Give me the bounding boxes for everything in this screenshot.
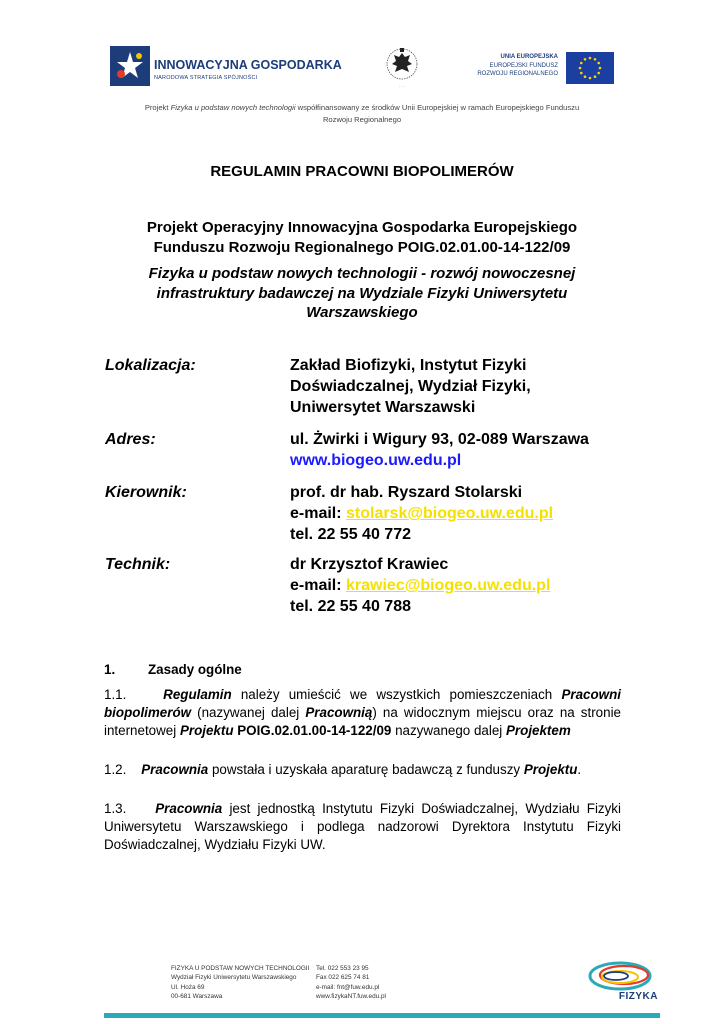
section-number: 1.: [104, 662, 116, 677]
p11-d: (nazywanej dalej: [191, 704, 306, 720]
p11-i: nazywanego dalej: [391, 722, 506, 738]
address-web-link[interactable]: www.biogeo.uw.edu.pl: [290, 452, 462, 469]
p11-h: POIG.02.01.00-14-122/09: [233, 722, 392, 738]
funding-line2: Rozwoju Regionalnego: [322, 115, 402, 124]
footer-address: [171, 964, 309, 1002]
project-subtitle: [86, 264, 638, 323]
project-title-line2: Funduszu Rozwoju Regionalnego POIG.02.01.00-14-122/09: [153, 238, 571, 256]
location-label: Lokalizacja:: [105, 357, 196, 374]
footer-right-line3: e-mail: fnt@fuw.edu.pl: [316, 983, 380, 991]
eu-text-line1: UNIA EUROPEJSKA: [500, 54, 558, 60]
p13-num: 1.3.: [104, 801, 127, 816]
p13-a: Pracownia: [155, 801, 223, 816]
eu-text-line2: EUROPEJSKI FUNDUSZ: [489, 62, 558, 69]
p11-num: 1.1.: [104, 687, 127, 702]
ig-title: INNOWACYJNA GOSPODARKA: [154, 58, 342, 72]
manager-email-row: [290, 503, 553, 524]
fizyka-swirl-icon: [586, 958, 660, 994]
technician-name: dr Krzysztof Krawiec: [290, 556, 449, 573]
p11-e: Pracownią: [305, 704, 373, 720]
p12-a: Pracownia: [141, 762, 209, 777]
funding-prefix: Projekt: [144, 103, 171, 112]
p11-b: należy umieścić we wszystkich pomieszczeniach: [231, 687, 562, 702]
location-line2: Doświadczalnej, Wydział Fizyki,: [290, 378, 531, 395]
p12-num: 1.2.: [104, 762, 127, 777]
address-value: [290, 429, 589, 471]
location-value: [290, 355, 531, 418]
project-subtitle-line2: infrastruktury badawczej na Wydziale Fizyki Uniwersytetu: [156, 284, 568, 302]
university-emblem-logo: [384, 44, 420, 90]
p12-d: .: [577, 762, 582, 777]
manager-value: [290, 482, 553, 545]
p12-b: powstała i uzyskała aparaturę badawczą z funduszy: [208, 762, 524, 777]
svg-text:· · ·: · · ·: [399, 85, 405, 89]
project-title: [60, 218, 664, 257]
project-subtitle-line3: Warszawskiego: [306, 304, 418, 321]
footer-right-line2: Fax 022 625 74 81: [316, 974, 370, 982]
address-label: Adres:: [105, 431, 156, 448]
eu-text-line3: ROZWOJU REGIONALNEGO: [477, 71, 558, 77]
footer-contact: [316, 964, 386, 1002]
p11-a: Regulamin: [163, 687, 232, 702]
project-title-line1: Projekt Operacyjny Innowacyjna Gospodarka Europejskiego: [146, 219, 578, 236]
technician-email-label: e-mail:: [290, 577, 347, 594]
university-emblem-icon: [384, 44, 420, 90]
manager-label: Kierownik:: [105, 484, 187, 501]
technician-value: [290, 554, 550, 617]
technician-tel: tel. 22 55 40 788: [290, 598, 411, 615]
technician-email-link[interactable]: krawiec@biogeo.uw.edu.pl: [346, 577, 551, 594]
innowacyjna-gospodarka-logo: [110, 46, 342, 88]
footer-bar: [104, 1013, 660, 1018]
eu-text: [477, 53, 558, 79]
location-line1: Zakład Biofizyki, Instytut Fizyki: [290, 357, 527, 374]
paragraph-1-3: [104, 800, 621, 853]
address-line1: ul. Żwirki i Wigury 93, 02-089 Warszawa: [290, 431, 589, 448]
document-title: REGULAMIN PRACOWNI BIOPOLIMERÓW: [210, 163, 514, 180]
technician-label: Technik:: [105, 556, 171, 573]
funding-project: Fizyka u podstaw nowych technologii: [170, 103, 296, 112]
footer-left-line2: Wydział Fizyki Uniwersytetu Warszawskiego: [171, 974, 297, 982]
footer-left-line4: 00-681 Warszawa: [171, 993, 223, 1001]
p13-b: jest jednostką Instytutu Fizyki Doświadczalnej, Wydziału Fizyki Uniwersytetu Warszawskiego i podlega nadzorowi Dyrektora Instytutu Fizyki Doświadczalnej, Wydziału Fizyki UW.: [104, 801, 621, 852]
manager-name: prof. dr hab. Ryszard Stolarski: [290, 484, 523, 501]
ig-subtitle: NARODOWA STRATEGIA SPÓJNOŚCI: [154, 75, 258, 81]
paragraph-1-1: [104, 686, 621, 739]
p12-c: Projektu: [523, 762, 578, 777]
manager-email-link[interactable]: stolarsk@biogeo.uw.edu.pl: [346, 505, 554, 522]
fizyka-logo: [586, 958, 660, 1004]
funding-notice: [90, 102, 634, 126]
footer-right-line1: Tel. 022 553 23 95: [316, 965, 369, 972]
project-subtitle-line1: Fizyka u podstaw nowych technologii - rozwój nowoczesnej: [148, 265, 576, 282]
location-line3: Uniwersytet Warszawski: [290, 399, 476, 416]
manager-tel: tel. 22 55 40 772: [290, 526, 411, 543]
p11-f: ) na widocznym miejscu oraz na stronie internetowej: [104, 704, 622, 738]
section-title: Zasady ogólne: [148, 662, 242, 677]
footer-left-line1: FIZYKA U PODSTAW NOWYCH TECHNOLOGII: [171, 965, 310, 972]
p11-j: Projektem: [506, 722, 571, 738]
paragraph-1-2: [104, 761, 621, 779]
footer-right-line4: www.fizykaNT.fuw.edu.pl: [316, 993, 386, 1001]
ig-star-icon: [110, 46, 150, 86]
technician-email-row: [290, 575, 550, 596]
p11-g: Projektu: [179, 722, 234, 738]
p11-c: Pracowni biopolimerów: [104, 687, 621, 720]
footer-left-line3: Ul. Hoża 69: [171, 983, 205, 991]
manager-email-label: e-mail:: [290, 505, 347, 522]
eu-flag-icon: [566, 52, 614, 84]
funding-rest: współfinansowany ze środków Unii Europejskiej w ramach Europejskiego Funduszu: [295, 103, 580, 112]
fizyka-logo-text: FIZYKA: [618, 991, 658, 1002]
eu-logo: [472, 50, 614, 86]
